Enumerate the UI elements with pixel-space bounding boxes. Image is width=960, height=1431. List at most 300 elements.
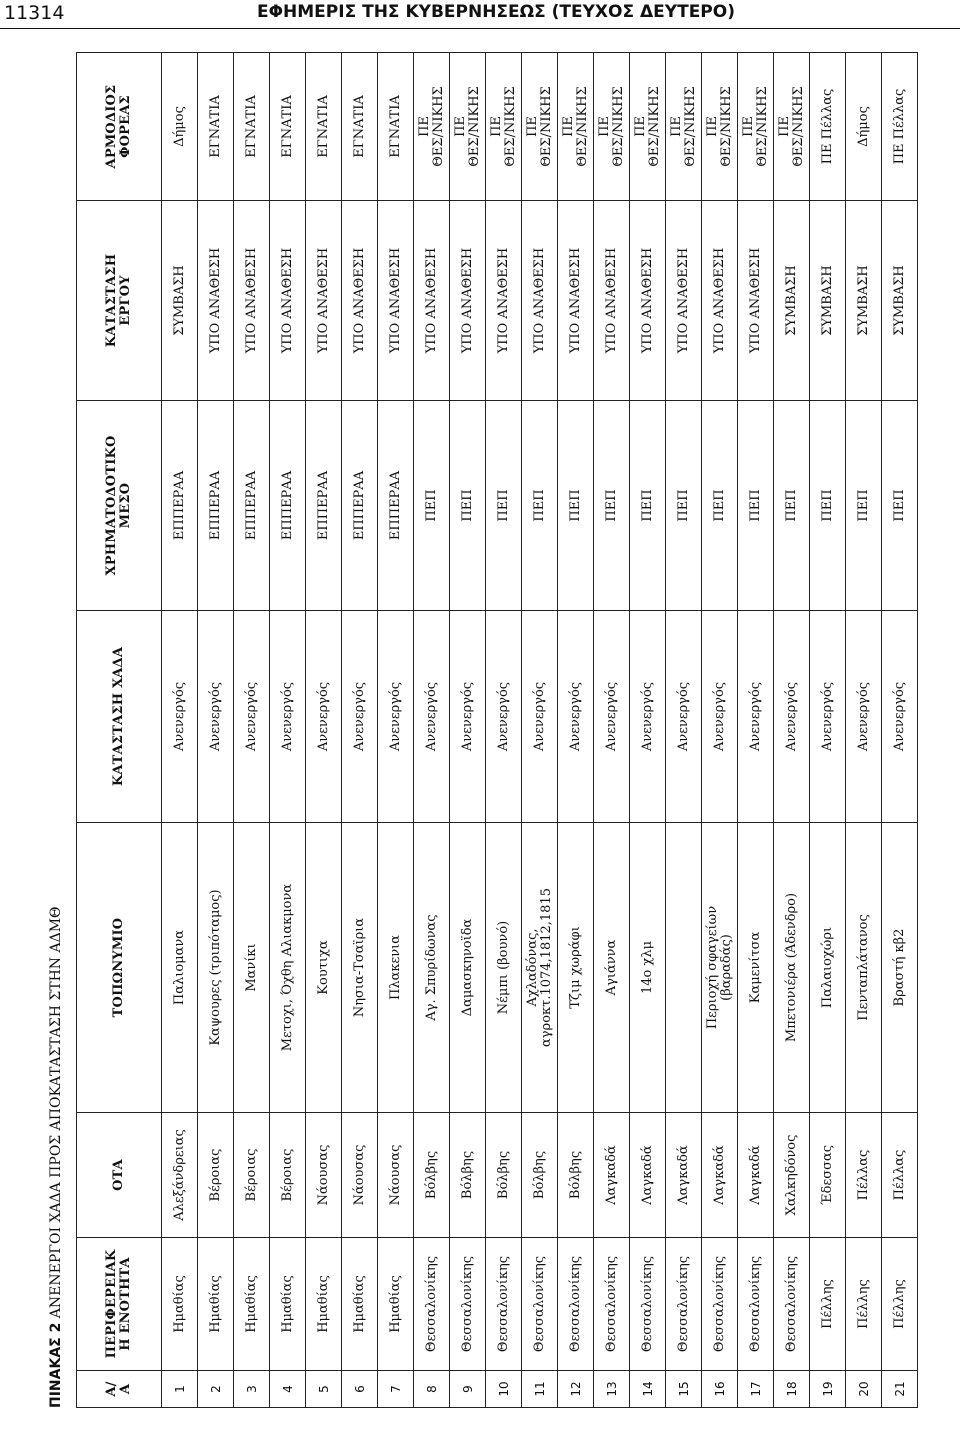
- cell-responsible-body: [270, 53, 306, 201]
- header-rule: [0, 28, 960, 29]
- cell-funding-source: [450, 401, 486, 611]
- cell-text: 14ο χλμ: [639, 940, 655, 995]
- cell-text: ΠΕΠ: [783, 489, 799, 522]
- table-row: [630, 53, 666, 1408]
- running-title: ΕΦΗΜΕΡΙΣ ΤΗΣ ΚΥΒΕΡΝΗΣΕΩΣ (ΤΕΥΧΟΣ ΔΕΥΤΕΡΟ): [256, 2, 735, 22]
- cell-place-name: [162, 823, 198, 1113]
- cell-text: ΠΕ: [488, 116, 504, 137]
- cell-text: Α/: [104, 1381, 119, 1397]
- cell-text: ΚΑΤΑΣΤΑΣΗ: [104, 253, 119, 348]
- cell-text: ΠΕΠ: [603, 489, 619, 522]
- cell-responsible-body: [882, 53, 918, 201]
- cell-municipality: [486, 1113, 522, 1238]
- cell-text: ΘΕΣ/ΝΙΚΗΣ: [430, 86, 446, 167]
- cell-row-number: [558, 1371, 594, 1408]
- cell-funding-source: [702, 401, 738, 611]
- cell-text: 11: [532, 1381, 547, 1397]
- cell-place-name: [558, 823, 594, 1113]
- cell-text: 20: [856, 1381, 871, 1397]
- cell-site-status: [558, 611, 594, 823]
- cell-project-status: [414, 201, 450, 401]
- cell-row-number: [630, 1371, 666, 1408]
- cell-site-status: [630, 611, 666, 823]
- cell-funding-source: [414, 401, 450, 611]
- table-row: [270, 53, 306, 1408]
- cell-text: Δαμασκηνοϊδα: [459, 918, 475, 1017]
- table-row: [702, 53, 738, 1408]
- cell-funding-source: [342, 401, 378, 611]
- cell-project-status: [522, 201, 558, 401]
- cell-text: Λαγκαδά: [711, 1145, 727, 1205]
- cell-text: Χαλκηδόνος: [783, 1134, 799, 1216]
- cell-text: Πέλλης: [819, 1279, 835, 1329]
- table-row: [522, 53, 558, 1408]
- cell-text: Θεσσαλονίκης: [603, 1255, 619, 1353]
- cell-text: Ανενεργός: [207, 681, 223, 752]
- cell-site-status: [234, 611, 270, 823]
- cell-regional-unit: [738, 1238, 774, 1371]
- cell-text: Έδεσσας: [819, 1144, 835, 1206]
- cell-funding-source: [738, 401, 774, 611]
- cell-text: ΕΠΠΕΡΑΑ: [243, 470, 259, 541]
- cell-text: ΠΕ: [596, 116, 612, 137]
- cell-text: Ημαθίας: [243, 1275, 259, 1333]
- cell-text: Βραστή κβ2: [891, 928, 907, 1007]
- cell-text: Θεσσαλονίκης: [531, 1255, 547, 1353]
- cell-municipality: [558, 1113, 594, 1238]
- cell-text: 2: [208, 1385, 223, 1393]
- table-row: [846, 53, 882, 1408]
- column-header-site-status: [77, 611, 162, 823]
- cell-text: Ανενεργός: [243, 681, 259, 752]
- table-caption: [48, 53, 72, 1408]
- cell-text: Θεσσαλονίκης: [675, 1255, 691, 1353]
- cell-text: Ανενεργός: [675, 681, 691, 752]
- cell-project-status: [882, 201, 918, 401]
- cell-text: ΥΠΟ ΑΝΑΘΕΣΗ: [675, 247, 691, 354]
- cell-row-number: [810, 1371, 846, 1408]
- cell-project-status: [486, 201, 522, 401]
- cell-text: ΘΕΣ/ΝΙΚΗΣ: [538, 86, 554, 167]
- cell-row-number: [378, 1371, 414, 1408]
- cell-row-number: [882, 1371, 918, 1408]
- cell-text: ΥΠΟ ΑΝΑΘΕΣΗ: [747, 247, 763, 354]
- cell-regional-unit: [450, 1238, 486, 1371]
- cell-text: ΟΤΑ: [111, 1159, 126, 1191]
- cell-project-status: [162, 201, 198, 401]
- cell-text: ΧΡΗΜΑΤΟΔΟΤΙΚΟ: [104, 435, 119, 576]
- cell-project-status: [846, 201, 882, 401]
- cell-text: ΠΕ Πέλλας: [819, 88, 835, 165]
- cell-responsible-body: [450, 53, 486, 201]
- cell-site-status: [306, 611, 342, 823]
- cell-place-name: [738, 823, 774, 1113]
- cell-place-name: [450, 823, 486, 1113]
- cell-place-name: [594, 823, 630, 1113]
- cell-text: Ανενεργός: [819, 681, 835, 752]
- table-row: [774, 53, 810, 1408]
- cell-text: Ημαθίας: [315, 1275, 331, 1333]
- cell-text: ΠΕ: [776, 116, 792, 137]
- cell-project-status: [666, 201, 702, 401]
- cell-text: Νάουσας: [351, 1144, 367, 1206]
- cell-text: ΕΠΠΕΡΑΑ: [387, 470, 403, 541]
- cell-text: 17: [748, 1381, 763, 1397]
- cell-text: 8: [424, 1385, 439, 1393]
- cell-funding-source: [522, 401, 558, 611]
- cell-responsible-body: [630, 53, 666, 201]
- cell-text: ΠΕΠ: [855, 489, 871, 522]
- cell-responsible-body: [666, 53, 702, 201]
- cell-text: ΠΕΠ: [567, 489, 583, 522]
- cell-responsible-body: [486, 53, 522, 201]
- cell-text: Βόλβης: [567, 1150, 583, 1200]
- cell-text: ΕΓΝΑΤΙΑ: [207, 95, 223, 158]
- cell-row-number: [414, 1371, 450, 1408]
- cell-text: ΥΠΟ ΑΝΑΘΕΣΗ: [711, 247, 727, 354]
- cell-regional-unit: [666, 1238, 702, 1371]
- cell-municipality: [342, 1113, 378, 1238]
- cell-text: Αλεξάνδρειας: [171, 1129, 187, 1221]
- cell-text: Πέλλας: [855, 1149, 871, 1201]
- cell-municipality: [522, 1113, 558, 1238]
- cell-text: Ανενεργός: [711, 681, 727, 752]
- cell-text: ΠΕ: [452, 116, 468, 137]
- cell-place-name: [702, 823, 738, 1113]
- cell-responsible-body: [342, 53, 378, 201]
- cell-place-name: [522, 823, 558, 1113]
- cell-text: 15: [676, 1381, 691, 1397]
- cell-text: ΥΠΟ ΑΝΑΘΕΣΗ: [207, 247, 223, 354]
- cell-row-number: [234, 1371, 270, 1408]
- cell-text: ΕΡΓΟΥ: [118, 275, 133, 326]
- cell-responsible-body: [810, 53, 846, 201]
- cell-place-name: [378, 823, 414, 1113]
- cell-regional-unit: [558, 1238, 594, 1371]
- cell-site-status: [810, 611, 846, 823]
- cell-text: Νάουσας: [315, 1144, 331, 1206]
- cell-responsible-body: [306, 53, 342, 201]
- cell-text: ΠΕΠ: [495, 489, 511, 522]
- cell-text: Ανενεργός: [171, 681, 187, 752]
- column-header-municipality: [77, 1113, 162, 1238]
- cell-responsible-body: [162, 53, 198, 201]
- cell-responsible-body: [774, 53, 810, 201]
- cell-place-name: [486, 823, 522, 1113]
- cell-text: ΥΠΟ ΑΝΑΘΕΣΗ: [423, 247, 439, 354]
- cell-regional-unit: [270, 1238, 306, 1371]
- cell-text: ΠΕΠ: [891, 489, 907, 522]
- cell-text: Πέλλας: [891, 1149, 907, 1201]
- cell-text: ΕΓΝΑΤΙΑ: [351, 95, 367, 158]
- cell-text: ΥΠΟ ΑΝΑΘΕΣΗ: [567, 247, 583, 354]
- cell-municipality: [594, 1113, 630, 1238]
- cell-regional-unit: [702, 1238, 738, 1371]
- cell-text: 13: [604, 1381, 619, 1397]
- cell-municipality: [846, 1113, 882, 1238]
- cell-funding-source: [198, 401, 234, 611]
- cell-site-status: [702, 611, 738, 823]
- cell-site-status: [162, 611, 198, 823]
- table-caption-text: ΑΝΕΝΕΡΓΟΙ ΧΑΔΑ ΠΡΟΣ ΑΠΟΚΑΤΑΣΤΑΣΗ ΣΤΗΝ ΑΔΜΘ: [48, 906, 64, 1319]
- cell-text: 9: [460, 1385, 475, 1393]
- cell-project-status: [630, 201, 666, 401]
- cell-project-status: [702, 201, 738, 401]
- cell-regional-unit: [630, 1238, 666, 1371]
- cell-regional-unit: [342, 1238, 378, 1371]
- cell-text: Ανενεργός: [279, 681, 295, 752]
- cell-funding-source: [594, 401, 630, 611]
- cell-municipality: [450, 1113, 486, 1238]
- table-row: [594, 53, 630, 1408]
- cell-project-status: [738, 201, 774, 401]
- cell-text: Ανενεργός: [423, 681, 439, 752]
- cell-responsible-body: [378, 53, 414, 201]
- cell-text: ΠΕ: [560, 116, 576, 137]
- cell-row-number: [846, 1371, 882, 1408]
- cell-text: ΥΠΟ ΑΝΑΘΕΣΗ: [387, 247, 403, 354]
- cell-text: ΠΕ Πέλλας: [891, 88, 907, 165]
- cell-project-status: [270, 201, 306, 401]
- cell-site-status: [378, 611, 414, 823]
- table-row: [162, 53, 198, 1408]
- cell-text: ΥΠΟ ΑΝΑΘΕΣΗ: [495, 247, 511, 354]
- cell-site-status: [450, 611, 486, 823]
- cell-text: ΘΕΣ/ΝΙΚΗΣ: [682, 86, 698, 167]
- cell-text: Ανενεργός: [459, 681, 475, 752]
- cell-project-status: [378, 201, 414, 401]
- cell-text: Νησια-Τσαϊρια: [351, 917, 367, 1018]
- cell-text: Αγιάννα: [603, 939, 619, 996]
- cell-row-number: [450, 1371, 486, 1408]
- cell-text: Λαγκαδά: [675, 1145, 691, 1205]
- cell-text: ΥΠΟ ΑΝΑΘΕΣΗ: [639, 247, 655, 354]
- cell-site-status: [774, 611, 810, 823]
- cell-text: Α: [118, 1383, 133, 1395]
- cell-text: ΣΥΜΒΑΣΗ: [171, 265, 187, 336]
- cell-text: ΕΠΠΕΡΑΑ: [279, 470, 295, 541]
- cell-regional-unit: [486, 1238, 522, 1371]
- cell-text: Μετοχι, Όχθη Αλιακμονα: [279, 883, 295, 1052]
- table-row: [810, 53, 846, 1408]
- column-header-funding-source: [77, 401, 162, 611]
- cell-project-status: [450, 201, 486, 401]
- cell-place-name: [666, 823, 702, 1113]
- cell-text: Η ΕΝΟΤΗΤΑ: [118, 1257, 133, 1351]
- cell-text: ΘΕΣ/ΝΙΚΗΣ: [466, 86, 482, 167]
- cell-municipality: [198, 1113, 234, 1238]
- cell-municipality: [810, 1113, 846, 1238]
- cell-funding-source: [774, 401, 810, 611]
- cell-text: Περιοχή σφαγείων: [704, 905, 720, 1030]
- cell-text: Θεσσαλονίκης: [639, 1255, 655, 1353]
- column-header-regional-unit: [77, 1238, 162, 1371]
- cell-project-status: [558, 201, 594, 401]
- column-header-row-number: [77, 1371, 162, 1408]
- cell-text: Θεσσαλονίκης: [495, 1255, 511, 1353]
- cell-responsible-body: [558, 53, 594, 201]
- cell-text: Θεσσαλονίκης: [567, 1255, 583, 1353]
- cell-row-number: [738, 1371, 774, 1408]
- cell-funding-source: [270, 401, 306, 611]
- cell-text: 3: [244, 1385, 259, 1393]
- cell-regional-unit: [810, 1238, 846, 1371]
- cell-text: Ανενεργός: [747, 681, 763, 752]
- table-row: [414, 53, 450, 1408]
- table-body: [162, 53, 918, 1408]
- cell-place-name: [846, 823, 882, 1113]
- cell-municipality: [162, 1113, 198, 1238]
- cell-project-status: [594, 201, 630, 401]
- cell-text: Πέλλης: [891, 1279, 907, 1329]
- cell-text: Λαγκαδά: [747, 1145, 763, 1205]
- cell-text: ΠΕΠ: [675, 489, 691, 522]
- cell-regional-unit: [234, 1238, 270, 1371]
- cell-row-number: [702, 1371, 738, 1408]
- table-row: [882, 53, 918, 1408]
- column-header-place-name: [77, 823, 162, 1113]
- cell-regional-unit: [414, 1238, 450, 1371]
- cell-text: ΠΕΡΙΦΕΡΕΙΑΚ: [104, 1249, 119, 1359]
- inactive-landfills-table: [76, 52, 918, 1408]
- cell-municipality: [774, 1113, 810, 1238]
- cell-text: αγροκτ.1074,1812,1815: [538, 888, 554, 1047]
- cell-funding-source: [162, 401, 198, 611]
- cell-text: Ημαθίας: [171, 1275, 187, 1333]
- cell-text: Δήμος: [171, 106, 187, 147]
- cell-project-status: [774, 201, 810, 401]
- cell-text: 7: [388, 1385, 403, 1393]
- cell-funding-source: [630, 401, 666, 611]
- cell-text: Ανενεργός: [315, 681, 331, 752]
- column-header-responsible-body: [77, 53, 162, 201]
- cell-text: Τζιμ χωράφι: [567, 926, 583, 1009]
- cell-text: Πέλλης: [855, 1279, 871, 1329]
- cell-text: Παλαιοχώρι: [819, 926, 835, 1009]
- table-row: [342, 53, 378, 1408]
- cell-text: Βόλβης: [423, 1150, 439, 1200]
- cell-row-number: [198, 1371, 234, 1408]
- cell-text: ΠΕ: [416, 116, 432, 137]
- cell-municipality: [630, 1113, 666, 1238]
- cell-text: Δήμος: [855, 106, 871, 147]
- cell-text: Ανενεργός: [855, 681, 871, 752]
- cell-project-status: [342, 201, 378, 401]
- cell-responsible-body: [234, 53, 270, 201]
- cell-text: 5: [316, 1385, 331, 1393]
- cell-text: Βέροιας: [207, 1148, 223, 1202]
- cell-text: Νάουσας: [387, 1144, 403, 1206]
- cell-text: Μανίκι: [243, 943, 259, 992]
- cell-text: Αγ. Σπυρίδωνας: [423, 914, 439, 1021]
- cell-text: (βαραδάς): [718, 934, 734, 1001]
- cell-text: ΣΥΜΒΑΣΗ: [855, 265, 871, 336]
- cell-text: 18: [784, 1381, 799, 1397]
- cell-responsible-body: [594, 53, 630, 201]
- cell-row-number: [774, 1371, 810, 1408]
- cell-responsible-body: [414, 53, 450, 201]
- cell-text: ΕΠΠΕΡΑΑ: [351, 470, 367, 541]
- cell-text: Ανενεργός: [783, 681, 799, 752]
- cell-text: ΠΕΠ: [711, 489, 727, 522]
- cell-text: Καψουρες (τριπόταμος): [207, 889, 223, 1046]
- cell-funding-source: [666, 401, 702, 611]
- cell-site-status: [342, 611, 378, 823]
- table-row: [558, 53, 594, 1408]
- cell-municipality: [270, 1113, 306, 1238]
- cell-text: ΘΕΣ/ΝΙΚΗΣ: [790, 86, 806, 167]
- cell-text: ΥΠΟ ΑΝΑΘΕΣΗ: [603, 247, 619, 354]
- cell-text: Πενταπλάτανος: [855, 914, 871, 1021]
- cell-text: Νέμπι (βουνό): [495, 920, 511, 1015]
- cell-text: ΕΓΝΑΤΙΑ: [387, 95, 403, 158]
- cell-text: 1: [172, 1385, 187, 1393]
- cell-text: ΥΠΟ ΑΝΑΘΕΣΗ: [531, 247, 547, 354]
- cell-funding-source: [882, 401, 918, 611]
- table-row: [486, 53, 522, 1408]
- cell-text: ΣΥΜΒΑΣΗ: [783, 265, 799, 336]
- table-header-row: [77, 53, 162, 1408]
- cell-responsible-body: [522, 53, 558, 201]
- cell-text: Λαγκαδά: [639, 1145, 655, 1205]
- cell-text: 21: [892, 1381, 907, 1397]
- cell-text: ΘΕΣ/ΝΙΚΗΣ: [574, 86, 590, 167]
- cell-text: 12: [568, 1381, 583, 1397]
- rotated-table-frame: [40, 53, 907, 1408]
- cell-text: ΜΕΣΟ: [118, 482, 133, 529]
- cell-regional-unit: [594, 1238, 630, 1371]
- cell-site-status: [846, 611, 882, 823]
- cell-text: ΥΠΟ ΑΝΑΘΕΣΗ: [315, 247, 331, 354]
- cell-regional-unit: [846, 1238, 882, 1371]
- cell-text: ΠΕΠ: [423, 489, 439, 522]
- cell-place-name: [774, 823, 810, 1113]
- cell-regional-unit: [198, 1238, 234, 1371]
- cell-text: ΕΓΝΑΤΙΑ: [315, 95, 331, 158]
- cell-text: Ανενεργός: [531, 681, 547, 752]
- cell-text: Ανενεργός: [567, 681, 583, 752]
- cell-text: Ανενεργός: [891, 681, 907, 752]
- cell-text: Θεσσαλονίκης: [423, 1255, 439, 1353]
- cell-row-number: [594, 1371, 630, 1408]
- cell-place-name: [882, 823, 918, 1113]
- cell-responsible-body: [702, 53, 738, 201]
- cell-text: Βέροιας: [279, 1148, 295, 1202]
- cell-text: ΠΕ: [524, 116, 540, 137]
- cell-text: ΑΡΜΟΔΙΟΣ: [104, 84, 119, 169]
- cell-text: ΚΑΤΑΣΤΑΣΗ ΧΑΔΑ: [111, 646, 126, 787]
- cell-site-status: [522, 611, 558, 823]
- cell-text: ΥΠΟ ΑΝΑΘΕΣΗ: [279, 247, 295, 354]
- page-number: 11314: [4, 2, 65, 24]
- cell-place-name: [414, 823, 450, 1113]
- cell-text: ΕΓΝΑΤΙΑ: [243, 95, 259, 158]
- cell-row-number: [666, 1371, 702, 1408]
- cell-text: Ημαθίας: [207, 1275, 223, 1333]
- cell-place-name: [270, 823, 306, 1113]
- cell-text: ΤΟΠΩΝΥΜΙΟ: [111, 917, 126, 1018]
- cell-text: Θεσσαλονίκης: [783, 1255, 799, 1353]
- cell-responsible-body: [846, 53, 882, 201]
- cell-text: Βόλβης: [495, 1150, 511, 1200]
- cell-text: Μπετονιέρα (Άδενδρο): [783, 892, 799, 1043]
- cell-text: ΠΕΠ: [459, 489, 475, 522]
- cell-site-status: [198, 611, 234, 823]
- cell-text: Αχλαδόνας,: [524, 928, 540, 1007]
- table-row: [666, 53, 702, 1408]
- cell-text: 14: [640, 1381, 655, 1397]
- cell-place-name: [810, 823, 846, 1113]
